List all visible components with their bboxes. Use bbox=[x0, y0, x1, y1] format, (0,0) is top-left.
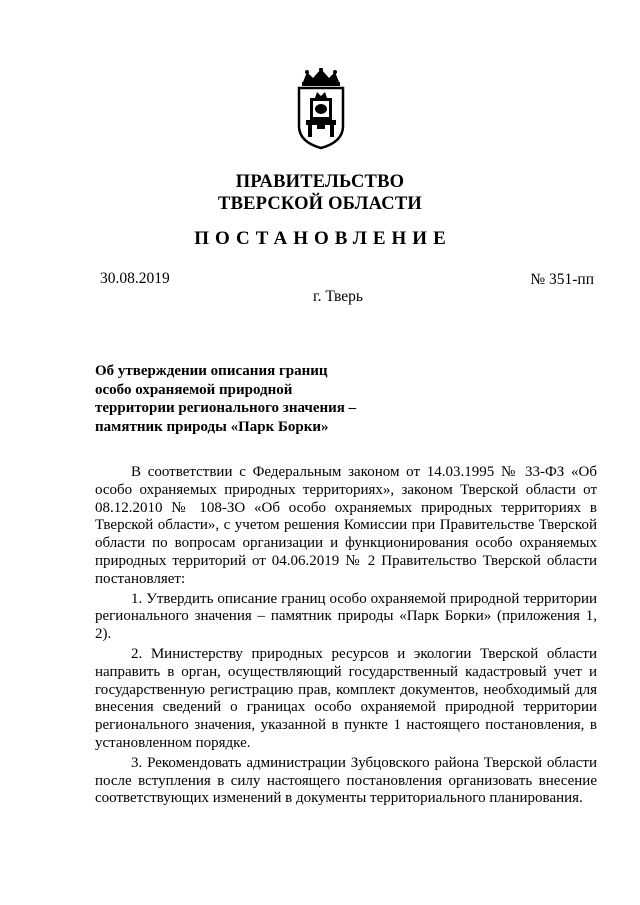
org-name-line-2: ТВЕРСКОЙ ОБЛАСТИ bbox=[218, 194, 422, 214]
org-name-line-1: ПРАВИТЕЛЬСТВО bbox=[235, 172, 405, 192]
document-number: № 351-пп bbox=[530, 271, 594, 288]
document-date: 30.08.2019 bbox=[100, 270, 170, 287]
item-1-paragraph: 1. Утвердить описание границ особо охраняемой природной территории регионального значения – памятник природы «Парк Борки» (приложения 1, 2). bbox=[95, 590, 597, 643]
item-3-paragraph: 3. Рекомендовать администрации Зубцовского района Тверской области после вступления в силу настоящего постановления организовать внесение соответствующих изменений в документы территориального планирования. bbox=[95, 754, 597, 807]
document-body bbox=[95, 464, 597, 810]
subject-line-4: памятник природы «Парк Борки» bbox=[95, 418, 329, 435]
subject-line-2: особо охраняемой природной bbox=[95, 381, 293, 398]
document-city: г. Тверь bbox=[313, 288, 363, 305]
document-subject bbox=[95, 362, 395, 436]
item-2-paragraph: 2. Министерству природных ресурсов и экологии Тверской области направить в орган, осуществляющий государственный кадастровый учет и государственную регистрацию прав, комплект документов, необходимый для внесения сведений о границах особо охраняемой природной территории регионального значения, указанной в пункте 1 настоящего постановления, в установленном порядке. bbox=[95, 645, 597, 751]
subject-line-1: Об утверждении описания границ bbox=[95, 363, 328, 379]
document-type-title: ПОСТАНОВЛЕНИЕ bbox=[194, 228, 452, 249]
subject-line-3: территории регионального значения – bbox=[95, 400, 357, 416]
preamble-paragraph: В соответствии с Федеральным законом от 14.03.1995 № 33-ФЗ «Об особо охраняемых природных территориях», законом Тверской области от 08.12.2010 № 108-ЗО «Об особо охраняемых природных территориях в Тверской области», с учетом решения Комиссии при Правительстве Тверской области по вопросам организации и функционирования особо охраняемых природных территорий от 04.06.2019 № 2 Правительство Тверской области постановляет: bbox=[95, 464, 597, 587]
organization-name bbox=[0, 171, 640, 215]
coat-of-arms-icon bbox=[295, 68, 347, 150]
